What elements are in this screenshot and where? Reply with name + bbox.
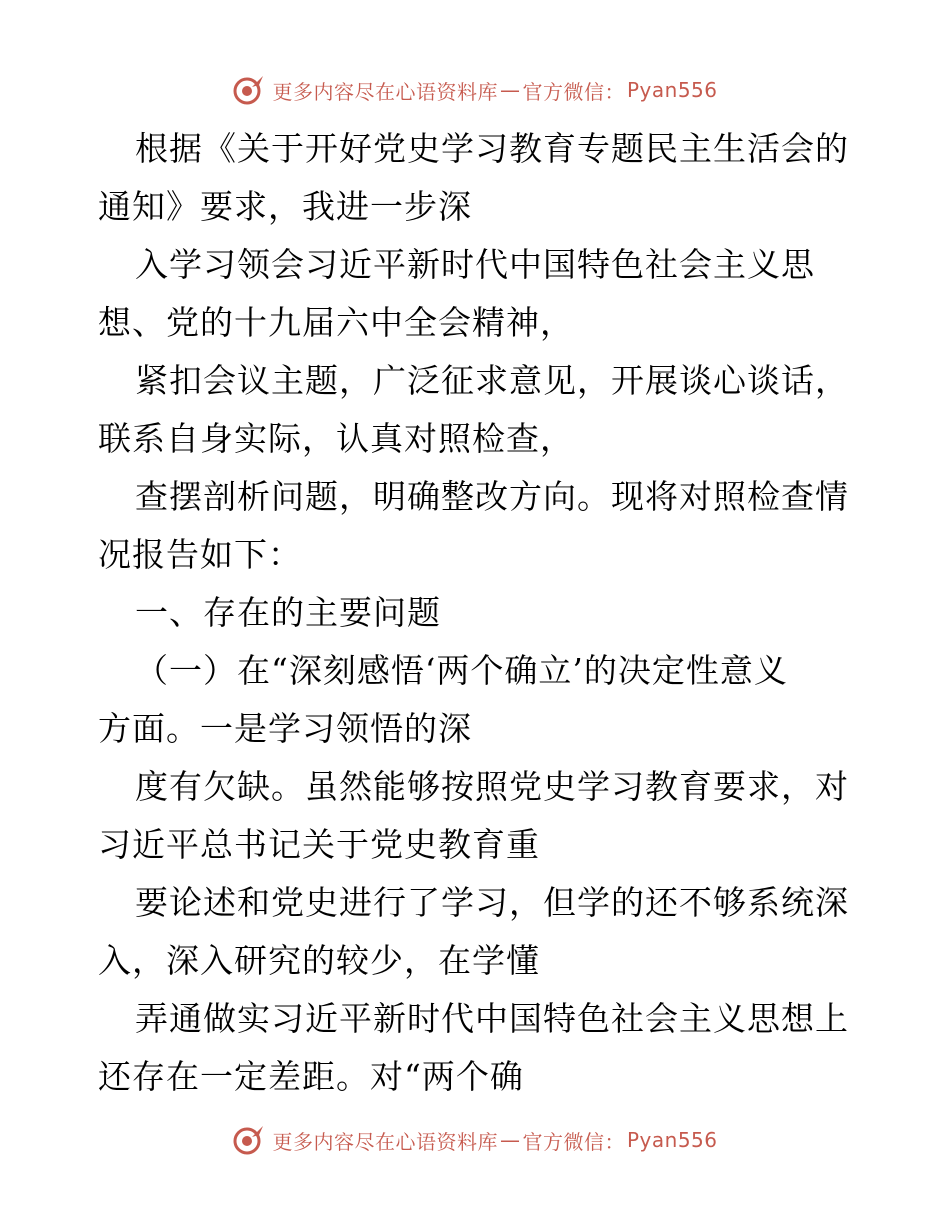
watermark-text: 更多内容尽在心语资料库 (272, 79, 498, 104)
paragraph-line: 紧扣会议主题，广泛征求意见，开展谈心谈话， (135, 361, 849, 400)
header-watermark (0, 70, 950, 110)
paragraph-line: 习近平总书记关于党史教育重 (98, 825, 540, 864)
paragraph-line: 入学习领会习近平新时代中国特色社会主义思 (135, 245, 815, 284)
paragraph-line: 要论述和党史进行了学习，但学的还不够系统深 (135, 883, 849, 922)
paragraph-line: 还存在一定差距。对“两个确 (98, 1057, 524, 1096)
subsection-heading: （一）在“深刻感悟‘两个确立’的决定性意义 (135, 651, 788, 690)
watermark-separator: — (499, 78, 521, 102)
paragraph-line: 通知》要求，我进一步深 (98, 187, 472, 226)
footer-watermark (0, 1120, 950, 1160)
document-body (98, 120, 858, 1106)
watermark-separator: — (499, 1128, 521, 1152)
watermark-value: Pyan556 (626, 1128, 718, 1152)
paragraph-line: 想、党的十九届六中全会精神， (98, 303, 574, 342)
paragraph-line: 入，深入研究的较少，在学懂 (98, 941, 540, 980)
paragraph-line: 弄通做实习近平新时代中国特色社会主义思想上 (135, 999, 849, 1038)
paragraph-line: 根据《关于开好党史学习教育专题民主生活会的 (135, 129, 849, 168)
quill-seal-icon (232, 73, 266, 107)
paragraph-line: 况报告如下： (98, 535, 302, 574)
paragraph-line: 查摆剖析问题，明确整改方向。现将对照检查情 (135, 477, 849, 516)
watermark-text: 更多内容尽在心语资料库 (272, 1129, 498, 1154)
paragraph-line: 度有欠缺。虽然能够按照党史学习教育要求，对 (135, 767, 849, 806)
paragraph-line: 方面。一是学习领悟的深 (98, 709, 472, 748)
watermark-label: 官方微信： (522, 1129, 625, 1154)
section-heading: 一、存在的主要问题 (135, 593, 441, 632)
quill-seal-icon (232, 1123, 266, 1157)
watermark-value: Pyan556 (626, 78, 718, 102)
watermark-label: 官方微信： (522, 79, 625, 104)
paragraph-line: 联系自身实际，认真对照检查， (98, 419, 574, 458)
